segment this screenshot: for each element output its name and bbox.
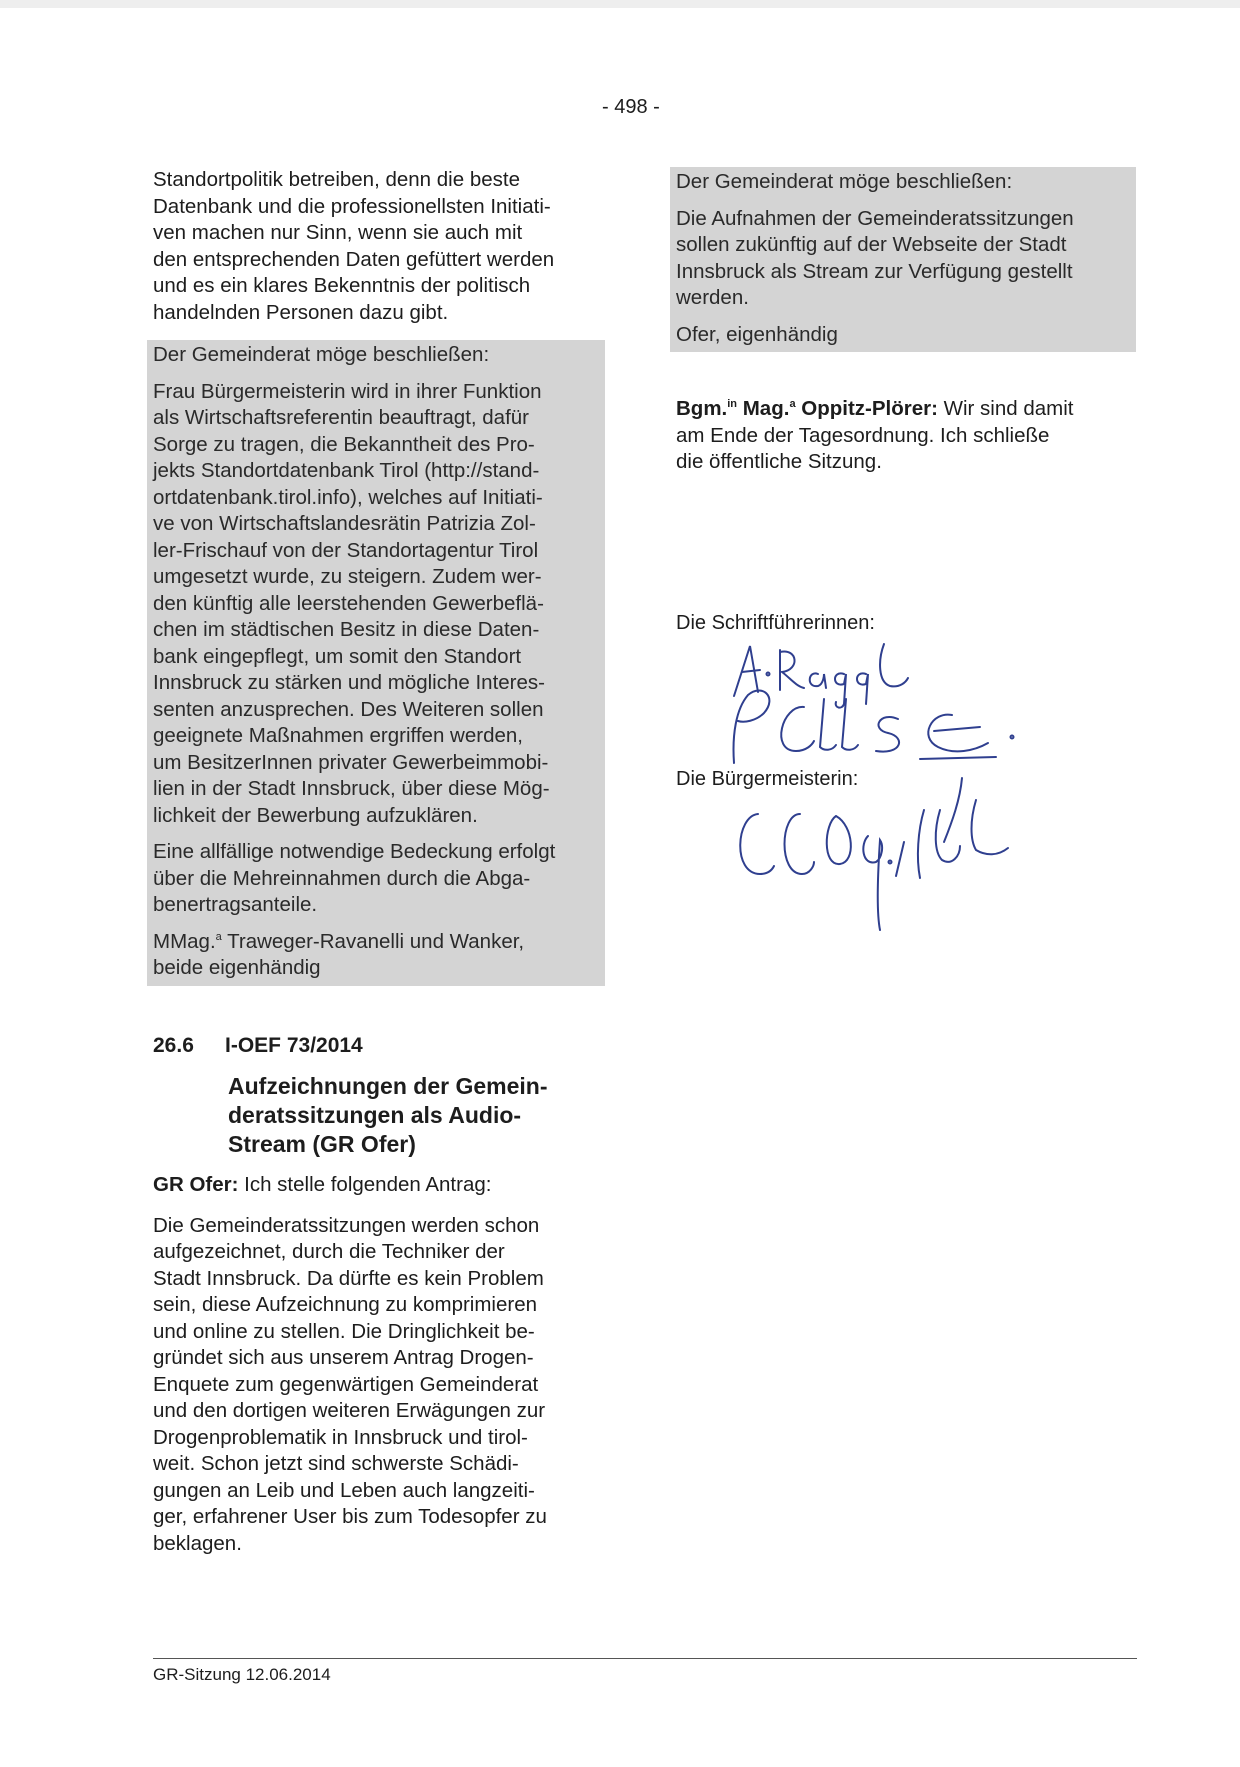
signature-mayor <box>730 770 1030 940</box>
footer-rule <box>153 1658 1137 1659</box>
motion-heading: Der Gemeinderat möge beschließen: <box>153 343 490 366</box>
section-paragraph: Die Gemeinderatssitzungen werden schon aufgezeichnet, durch die Techniker der Stadt Innsbruck. Da dürfte es kein Problem sein, diese Aufzeichnung zu komprimieren und online zu stellen. Die Dringlichkeit be- gründet sich aus unserem Antrag Drogen- Enquete zum gegenwärtigen Gemeinderat und den dortigen weiteren Erwägungen zur Drogenproblematik in Innsbruck und tirol- weit. Schon jetzt sind schwerste Schädi- gungen an Leib und Leben auch langzeiti- ger, erfahrener User bis zum Todesopfer zu beklagen. <box>153 1213 547 1555</box>
motion-block-left <box>147 340 605 986</box>
intro-paragraph: Standortpolitik betreiben, denn die beste Datenbank und die professionellsten Initiati- ven machen nur Sinn, wenn sie auch mit den entsprechenden Daten gefüttert werden und es ein klares Bekenntnis der politisch handelnden Personen dazu gibt. <box>153 168 555 324</box>
speaker-intro: GR Ofer: Ich stelle folgenden Antrag: <box>153 1173 492 1196</box>
closing-statement: Bgm.$^{in}$ Mag.$^a$ Oppitz-Plörer: Wir sind damit am Ende der Tagesordnung. Ich schließe die öffentliche Sitzung. <box>676 397 1074 473</box>
secretaries-label: Die Schriftführerinnen: <box>676 612 875 634</box>
left-column <box>153 167 605 986</box>
motion-signers: MMag.$^a$ Traweger-Ravanelli und Wanker, beide eigenhändig <box>153 929 525 979</box>
section-title: Aufzeichnungen der Gemein- deratssitzungen als Audio- Stream (GR Ofer) <box>228 1073 548 1157</box>
footer-text: GR-Sitzung 12.06.2014 <box>153 1665 331 1684</box>
motion-heading: Der Gemeinderat möge beschließen: <box>676 170 1013 193</box>
motion-signer: Ofer, eigenhändig <box>676 322 838 346</box>
mayor-label: Die Bürgermeisterin: <box>676 768 859 790</box>
page-top-edge <box>0 0 1240 8</box>
motion-text: Frau Bürgermeisterin wird in ihrer Funktion als Wirtschaftsreferentin beauftragt, dafür Sorge zu tragen, die Bekanntheit des Pro- jekts Standortdatenbank Tirol (http://stand- ortdatenbank.tirol.info), welches auf Initiati- ve von Wirtschaftslandesrätin Patrizia Zol- ler-Frischauf von der Standortagentur Tirol umgesetzt wurde, zu steigern. Zudem wer- den künftig alle leerstehenden Gewerbeflä- chen im städtischen Besitz in diese Daten- bank eingepflegt, um somit den Standort Innsbruck zu stärken und mögliche Interes- senten anzusprechen. Des Weiteren sollen geeignete Maßnahmen ergriffen werden, um BesitzerInnen privater Gewerbeimmobi- lien in der Stadt Innsbruck, über diese Mög- lichkeit der Bewerbung aufzuklären. <box>153 379 550 827</box>
page-number: - 498 - <box>602 96 660 118</box>
section-number: 26.6 <box>153 1034 194 1057</box>
signature-secretary-2 <box>720 685 1020 770</box>
right-column <box>676 167 1136 476</box>
section-body <box>153 1172 605 1571</box>
section-code: I-OEF 73/2014 <box>225 1034 363 1057</box>
motion-block-right <box>670 167 1136 352</box>
motion-text: Die Aufnahmen der Gemeinderatssitzungen sollen zukünftig auf der Webseite der Stadt Innsbruck als Stream zur Verfügung gestellt werden. <box>676 206 1074 309</box>
coverage-text: Eine allfällige notwendige Bedeckung erfolgt über die Mehreinnahmen durch die Abga- benertragsanteile. <box>153 840 556 916</box>
section-heading <box>153 1034 363 1058</box>
